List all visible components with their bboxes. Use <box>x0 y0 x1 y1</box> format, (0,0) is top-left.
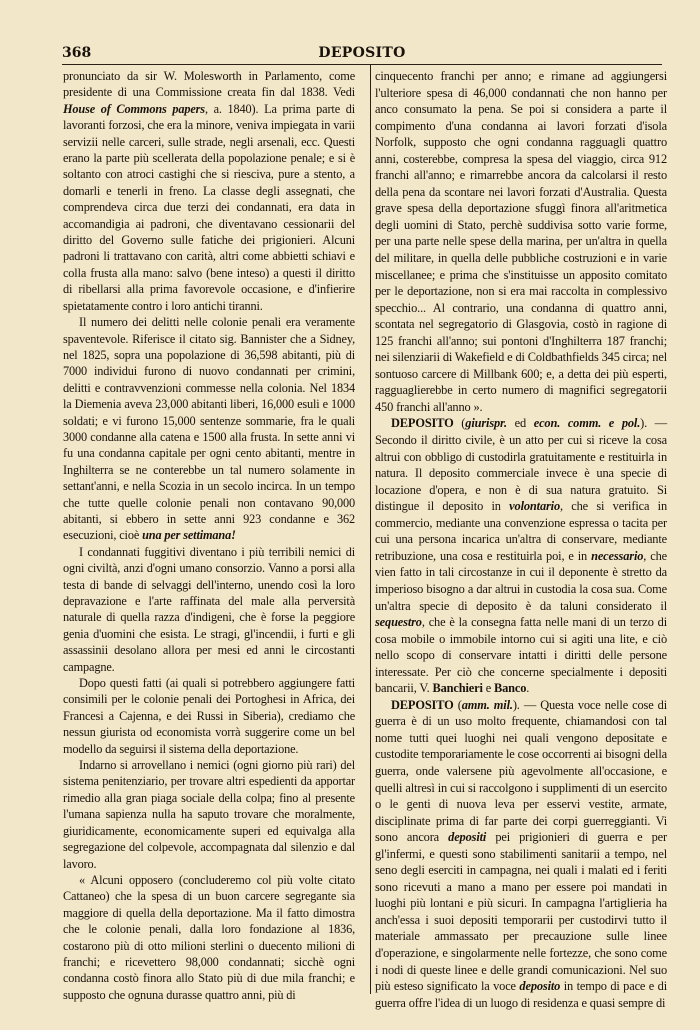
entry-headword: DEPOSITO <box>391 697 454 712</box>
paragraph: pronunciato da sir W. Molesworth in Parlamento, come presidente di una Commissione creata fin dal 1838. Vedi House of Commons papers, a. 1840). La prima parte di lavoranti forzosi, che era la minore, veniva impiegata in varii servizii nelle carceri, sulle strade, negli arsenali, ecc. Questi erano la parte più scellerata della popolazione penale; e si è soltanto con atroci castighi che si riesciva, pure a stento, a domarli e tenerli in freno. La classe degli assegnati, che comprendeva circa due terzi dei condannati, era data in accomandigia ai padroni, che diventavano cessionarii del diritto del Governo sulle fatiche dei prigionieri. Alcuni padroni li trattavano con carità, altri come abbietti schiavi e colla frusta alla mano: salvo (bene inteso) a questi il diritto di ribellarsi alla prima favorevole occasione, e d'infierire spietatamente contro i loro antichi tiranni. <box>63 69 355 313</box>
paragraph: Indarno si arrovellano i nemici (ogni giorno più rari) del sistema penitenziario, per trovare altri espedienti da apportar rimedio alla gran piaga sociale della colpa; fino al presente l'umana sapienza nulla ha saputo trovare che moralmente, giuridicamente, economicamente superi ed equivalga alla segregazione del colpevole, accompagnata dal silenzio e dal lavoro. <box>63 758 355 871</box>
cross-reference-banco: Banco <box>494 681 527 696</box>
right-column <box>375 68 667 1011</box>
paragraph: cinquecento franchi per anno; e rimane ad aggiungersi l'ulteriore spesa di 46,000 condannati che non hanno per anco consumato la pena. Se poi si considera a parte il compimento d'una condanna ai lavori forzati d'isola Norfolk, supposto che ogni condanna ragguagli quattro anni, costerebbe, compresa la spesa del viaggio, circa 912 franchi all'anno; e rimarrebbe ancora da calcolarsi il resto della pena da scontare nei lavori forzati d'Australia. Questa grave spesa della deportazione sfuggì finora all'aritmetica degli uomini di Stato, perchè suddivisa sotto varie forme, per una parte nelle spese della marina, per un'altra in quella del militare, in quella delle pubbliche costruzioni e in varie miscellanee; e prima che s'instituisse un apposito comitato per le deportazione, non si era mai raccolta in complessivo specchio... Al contrario, una condanna di quattro anni, scontata nel segregatorio di Glasgovia, costò in ragione di 125 franchi all'anno; sui pontoni d'Inghilterra 187 franchi; nei silenziarii di Wakefield e di Coldbathfields 345 circa; nel sontuoso carcere di Millbank 600; e, a detta dei più esperti, ragguaglierebbe in certo numero di magnifici segregatorii 450 franchi all'anno ». <box>375 69 667 414</box>
emphasis: una per settimana! <box>142 528 236 543</box>
paragraph: Il numero dei delitti nelle colonie penali era veramente spaventevole. Riferisce il citato sig. Bannister che a Sidney, nel 1825, sopra una popolazione di 36,598 abitanti, più di 7000 individui furono di nuovo condannati per crimini, delitti e contravvenzioni commesse nella colonia. Nel 1834 la Diemenia aveva 23,000 abitanti liberi, 16,000 esuli e 1000 soldati; e vi furono 15,000 sentenze sommarie, fra le quali 3000 condanne alla catena e 1500 alla frusta. In sette anni vi fu una condanna capitale per ogni cento abitanti, mentre in Inghilterra se ne conterebbe un tal numero solamente in settant'anni, e nella Scozia in un secolo incirca. In un tempo che tutte quelle colonie penali non contavano 90,000 abitanti, si ebbero in sette anni 923 condanne e 362 esecuzioni, cioè una per settimana! <box>63 315 355 543</box>
running-head: DEPOSITO <box>318 45 406 61</box>
entry-deposito-giurisprudenza: DEPOSITO (giurispr. ed econ. comm. e pol.). — Secondo il diritto civile, è un atto per cui si riceve la cosa altrui con obbligo di custodirla gratuitamente e restituirla in natura. Il deposito commerciale invece è una specie di locazione d'opera, e non è di sua natura gratuito. Si distingue il deposito in volontario, che si verifica in commercio, mediante una convenzione espressa o tacita per cui una persona incarica un'altra di conservare, mediante retribuzione, una cosa e restituirla poi, e in necessario, che vien fatto in tali circostanze in cui il deponente è stretto da imperioso bisogno a dar altrui in custodia la cosa sua. Come un'altra specie di deposito è da taluni considerato il sequestro, che è la consegna fatta nelle mani di un terzo di cosa mobile o immobile intorno cui si agiti una lite, e ciò nello scopo di conservare intatti i diritti delle persone interessate. Per ciò che concerne specialmente i depositi bancarii, V. Banchieri e Banco. <box>375 416 667 696</box>
header-rule <box>62 64 662 65</box>
paragraph: I condannati fuggitivi diventano i più terribili nemici di ogni civiltà, anzi d'ogni umano consorzio. Vanno a porsi alla testa di bande di selvaggi dell'interno, unendo così la loro depravazione e l'arte raffinata del male alla perversità naturale di quella razza d'indigeni, che è forse la peggiore genia d'uomini che esista. Le stragi, gl'incendii, i furti e gli assassinii desolano allora per mesi ed anni le circostanti campagne. <box>63 544 355 674</box>
citation-title: House of Commons papers <box>63 101 205 116</box>
paragraph: « Alcuni opposero (concluderemo col più volte citato Cattaneo) che la spesa di un buon carcere segregante sia maggiore di quella della deportazione. Ma il fatto dimostra che le colonie penali, dalla loro fondazione al 1836, costarono più di otto milioni sterlini o duecento milioni di franchi; e ricevettero 98,000 condannati; sicchè ogni condanna costò finora allo Stato più di due mila franchi; e supposto che ognuna durasse quattro anni, più di <box>63 872 355 1002</box>
paragraph: Dopo questi fatti (ai quali si potrebbero aggiungere fatti consimili per le colonie penali dei Portoghesi in Africa, dei Francesi a Cajenna, e dei Russi in Siberia), crediamo che nessun giurista od economista vorrà suggerire come un bel modello da seguirsi il sistema della deportazione. <box>63 676 355 756</box>
cross-reference-banchieri: Banchieri <box>432 681 483 696</box>
entry-headword: DEPOSITO <box>391 416 454 431</box>
entry-deposito-militare: DEPOSITO (amm. mil.). — Questa voce nelle cose di guerra è di un uso molto frequente, chiamandosi con tal nome tutti quei luoghi nei quali vengono depositate e custodite temporariamente le cose occorrenti ai bisogni della guerra, onde valersene più agevolmente all'occasione, e quelli altresì in cui si raccolgono i supplimenti di un esercito o le genti di nuova leva per esservi vestite, armate, disciplinate prima di far parte dei corpi guerreggianti. Vi sono ancora depositi pei prigionieri di guerra e per gl'infermi, e questi sono stabilimenti sanitarii a tempo, nel seno degli eserciti in campagna, nei quali i malati ed i feriti sono ricevuti a mano a mano per essere poi mandati in luoghi più lontani e più sicuri. In campagna l'artiglieria ha anch'essa i suoi depositi temporarii per custodirvi tutto il materiale ammassato per precauzione sulle linee d'operazione, e singolarmente nelle fortezze, che sono come i nodi di queste linee e delle grandi comunicazioni. Nel suo più esteso significato la voce deposito in tempo di pace e di guerra offre l'idea di un luogo di residenza e quasi sempre di <box>375 697 668 1010</box>
page-number: 368 <box>62 45 92 61</box>
left-column <box>63 68 355 1003</box>
column-divider <box>370 64 371 994</box>
page-header <box>62 43 662 63</box>
